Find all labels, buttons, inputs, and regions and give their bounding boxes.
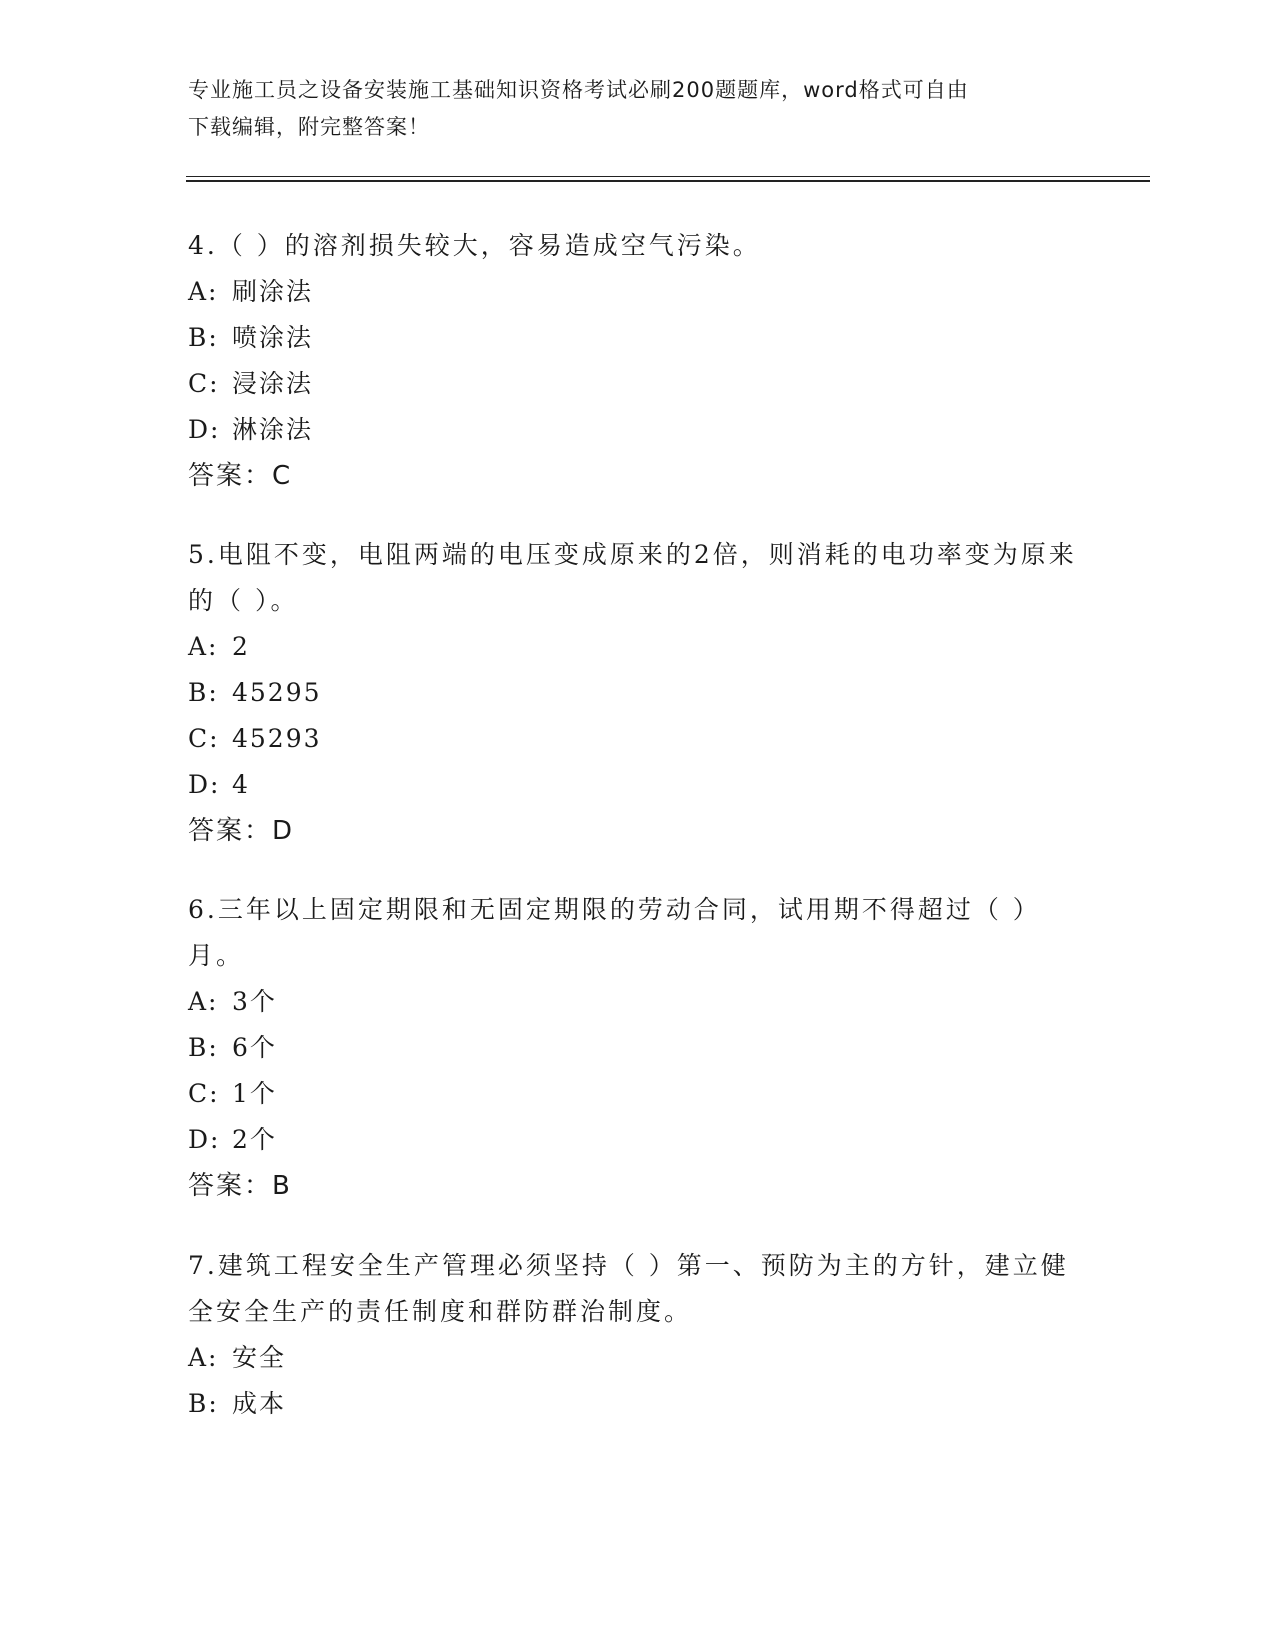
- option-b: B: 6个: [188, 1033, 277, 1062]
- option-a: A: 安全: [188, 1343, 287, 1372]
- option-c: C: 浸涂法: [188, 369, 314, 398]
- question-text: 7.建筑工程安全生产管理必须坚持（ ）第一、预防为主的方针，建立健全安全生产的责任制度和群防群治制度。: [188, 1251, 1069, 1326]
- question-5: [188, 532, 1088, 854]
- option-a: A: 2: [188, 632, 250, 661]
- header-divider-thin: [186, 176, 1150, 177]
- header-divider-thick: [186, 180, 1150, 182]
- question-6: [188, 887, 1088, 1209]
- option-d: D: 2个: [188, 1125, 277, 1154]
- answer-label: 答案：C: [188, 461, 293, 491]
- option-c: C: 1个: [188, 1079, 277, 1108]
- header-title-line-2: 下载编辑，附完整答案！: [188, 115, 430, 139]
- option-b: B: 成本: [188, 1389, 287, 1418]
- document-header: [188, 72, 1068, 146]
- question-text: 4.（ ）的溶剂损失较大，容易造成空气污染。: [188, 231, 761, 260]
- option-b: B: 45295: [188, 678, 322, 707]
- option-d: D: 4: [188, 770, 250, 799]
- answer-label: 答案：B: [188, 1171, 292, 1201]
- header-title-line-1: 专业施工员之设备安装施工基础知识资格考试必刷200题题库，word格式可自由: [188, 78, 969, 102]
- question-7: [188, 1243, 1088, 1427]
- option-d: D: 淋涂法: [188, 415, 314, 444]
- option-a: A: 3个: [188, 987, 277, 1016]
- option-b: B: 喷涂法: [188, 323, 314, 352]
- question-text: 6.三年以上固定期限和无固定期限的劳动合同，试用期不得超过（ ）月。: [188, 895, 1041, 970]
- option-a: A: 刷涂法: [188, 277, 314, 306]
- question-text: 5.电阻不变，电阻两端的电压变成原来的2倍，则消耗的电功率变为原来的（ ）。: [188, 540, 1077, 615]
- question-4: [188, 223, 1088, 499]
- answer-label: 答案：D: [188, 816, 295, 846]
- option-c: C: 45293: [188, 724, 322, 753]
